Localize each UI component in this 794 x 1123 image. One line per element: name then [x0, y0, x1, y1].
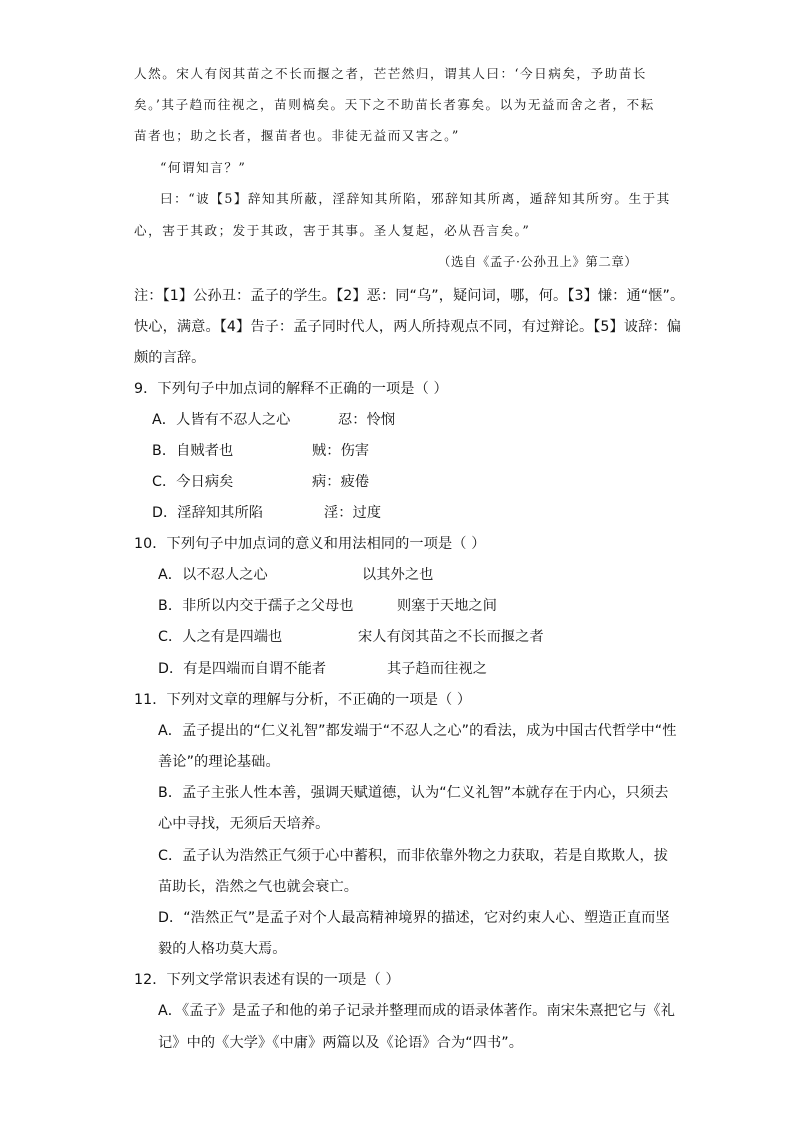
question-10-option-a-gloss: 以其外之也 [362, 567, 434, 583]
question-10-option-d-gloss: 其子趋而往视之 [387, 661, 488, 677]
question-10-stem: 10．下列句子中加点词的意义和用法相同的一项是（ ） [134, 536, 486, 552]
question-10-option-b-gloss: 则塞于天地之间 [397, 598, 498, 614]
question-11-option-a-cont: 善论”的理论基础。 [158, 754, 280, 770]
question-10-option-a: A．以不忍人之心 [158, 567, 268, 583]
passage-line: 人然。宋人有闵其苗之不长而揠之者，芒芒然归，谓其人曰：‘今日病矣，予助苗长 [134, 66, 647, 81]
question-9-option-a: A．人皆有不忍人之心 [152, 412, 291, 428]
question-11-stem: 11．下列对文章的理解与分析，不正确的一项是（ ） [134, 692, 472, 708]
question-10-option-c: C．人之有是四端也 [158, 629, 283, 645]
question-11-option-c-cont: 苗助长，浩然之气也就会衰亡。 [158, 879, 359, 895]
question-10-option-d: D．有是四端而自谓不能者 [158, 661, 327, 677]
notes-line: 注：【1】公孙丑：孟子的学生。【2】恶：同“乌”，疑问词，哪，何。【3】慊：通“惬”。 [134, 288, 685, 304]
question-9-option-b: B．自贼者也 [152, 443, 234, 459]
question-9-option-a-gloss: 忍：怜悯 [338, 412, 396, 428]
question-10-option-b: B．非所以内交于孺子之父母也 [158, 598, 354, 614]
question-11-option-b-cont: 心中寻找，无须后天培养。 [158, 816, 330, 832]
question-12-option-a-cont: 记》中的《大学》《中庸》两篇以及《论语》合为“四书”。 [158, 1035, 523, 1051]
passage-line: 心，害于其政；发于其政，害于其事。圣人复起，必从吾言矣。” [134, 223, 531, 238]
passage-line: 苗者也；助之长者，揠苗者也。非徒无益而又害之。” [134, 128, 460, 143]
question-11-option-c: C．孟子认为浩然正气须于心中蓄积，而非依靠外物之力获取，若是自欺欺人，拔 [158, 848, 669, 864]
question-9-stem: 9．下列句子中加点词的解释不正确的一项是（ ） [134, 381, 448, 397]
question-9-option-d: D．淫辞知其所陷 [152, 505, 264, 521]
question-12-option-a: A．《孟子》是孟子和他的弟子记录并整理而成的语录体著作。南宋朱熹把它与《礼 [158, 1003, 676, 1019]
passage-line: “何谓知言？” [160, 160, 247, 175]
question-9-option-c: C．今日病矣 [152, 474, 234, 490]
question-11-option-a: A．孟子提出的“仁义礼智”都发端于“不忍人之心”的看法，成为中国古代哲学中“性 [158, 723, 677, 739]
question-9-option-c-gloss: 病：疲倦 [312, 474, 370, 490]
passage-source: （选自《孟子·公孙丑上》第二章） [438, 254, 638, 269]
question-11-option-b: B．孟子主张人性本善，强调天赋道德，认为“仁义礼智”本就存在于内心，只须去 [158, 785, 669, 801]
passage-line: 矣。’其子趋而往视之，苗则槁矣。天下之不助苗长者寡矣。以为无益而舍之者，不耘 [134, 97, 655, 112]
notes-line: 颇的言辞。 [134, 350, 206, 366]
question-11-option-d-cont: 毅的人格功莫大焉。 [158, 941, 287, 957]
notes-line: 快心，满意。【4】告子：孟子同时代人，两人所持观点不同，有过辩论。【5】诐辞：偏 [134, 319, 681, 335]
passage-line: 曰：“诐【5】辞知其所蔽，淫辞知其所陷，邪辞知其所离，遁辞知其所穷。生于其 [160, 191, 671, 206]
question-11-option-d: D．“浩然正气”是孟子对个人最高精神境界的描述，它对约束人心、塑造正直而坚 [158, 910, 670, 926]
question-9-option-d-gloss: 淫：过度 [324, 505, 382, 521]
question-9-option-b-gloss: 贼：伤害 [312, 443, 370, 459]
question-12-stem: 12．下列文学常识表述有误的一项是（ ） [134, 972, 400, 988]
question-10-option-c-gloss: 宋人有闵其苗之不长而揠之者 [358, 629, 544, 645]
